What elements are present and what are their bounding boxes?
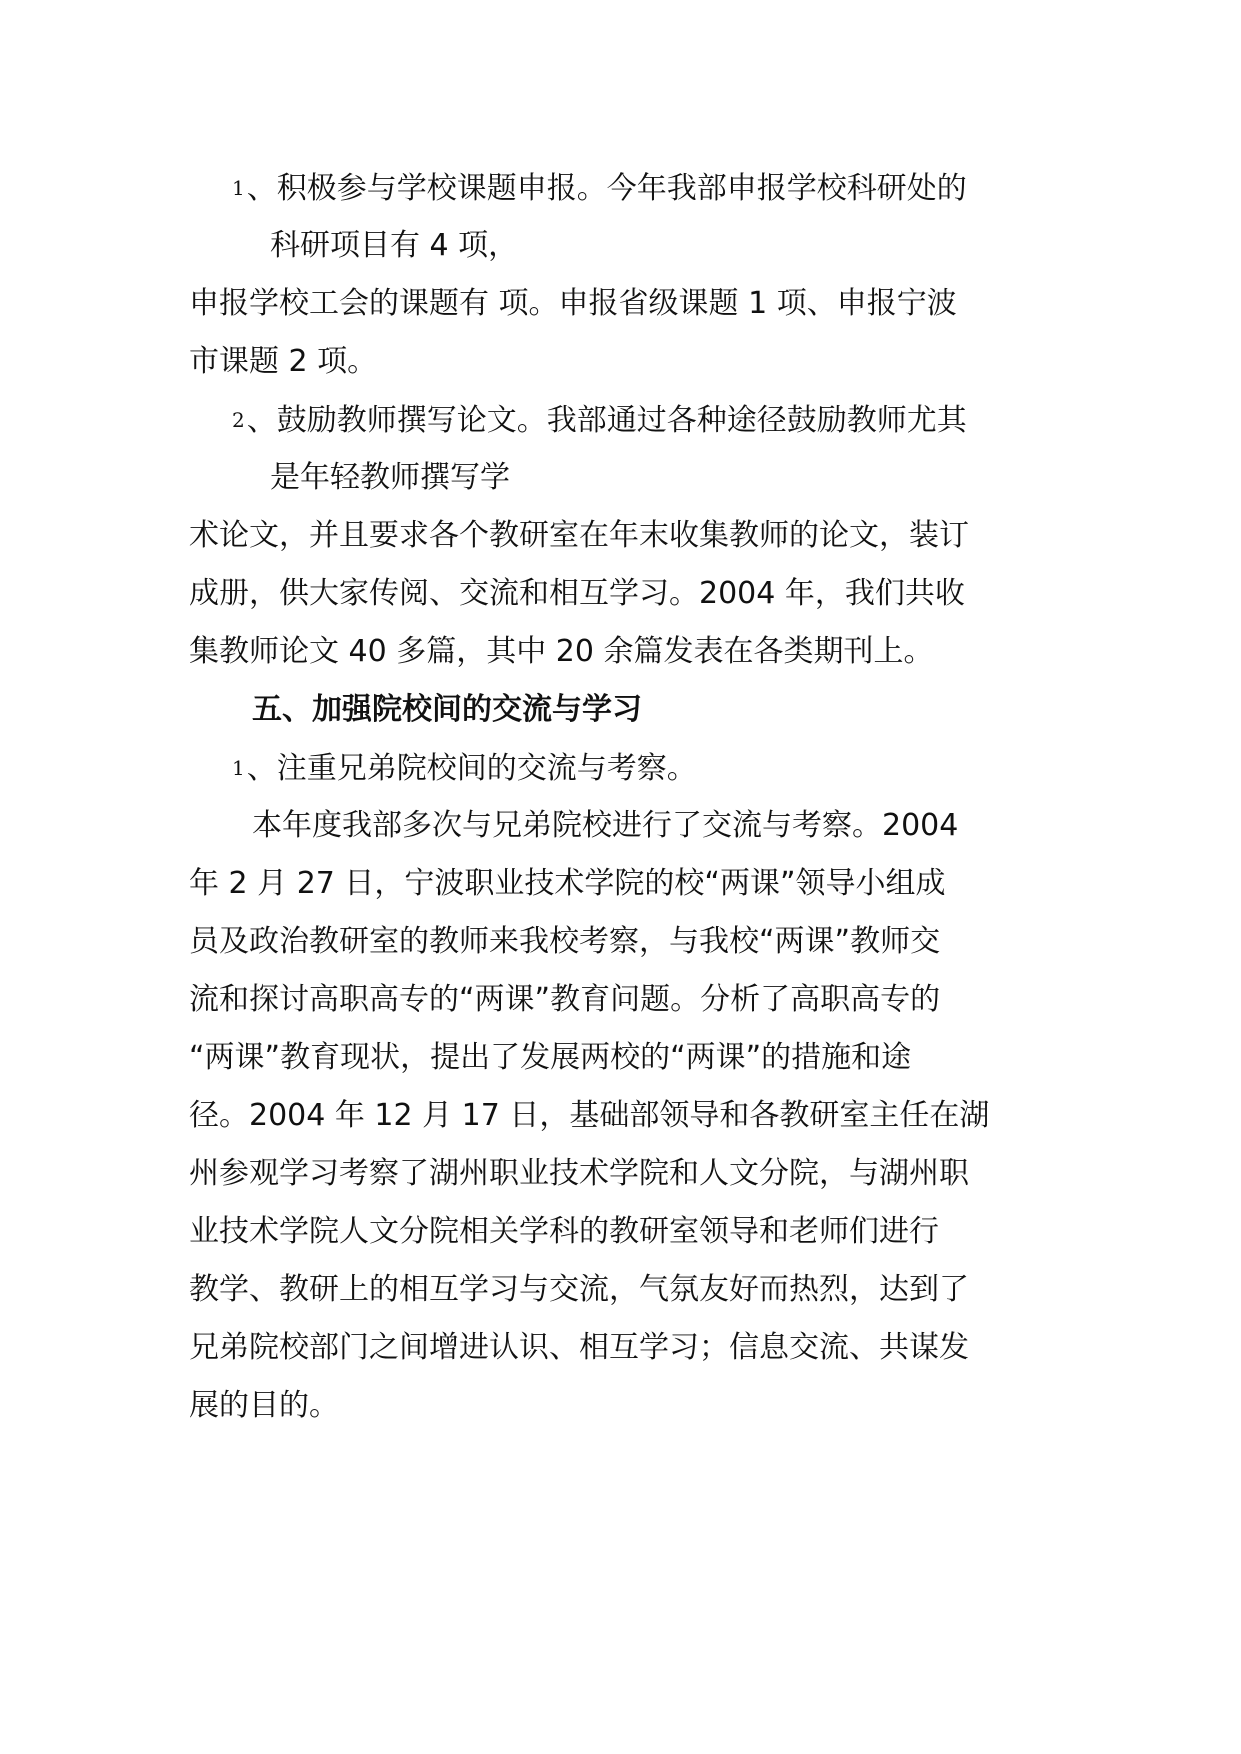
paragraph-line: 市课题 2 项。 <box>189 344 378 379</box>
paragraph-line: 是年轻教师撰写学 <box>270 460 510 495</box>
paragraph-text: 、注重兄弟院校间的交流与考察。 <box>246 751 697 786</box>
list-number: 2 <box>232 408 245 432</box>
paragraph-line: 州参观学习考察了湖州职业技术学院和人文分院，与湖州职 <box>189 1156 969 1191</box>
paragraph-line: 员及政治教研室的教师来我校考察，与我校“两课”教师交 <box>189 924 941 959</box>
paragraph-line: 本年度我部多次与兄弟院校进行了交流与考察。2004 <box>252 808 959 843</box>
paragraph-line: 科研项目有 4 项， <box>270 228 519 263</box>
paragraph-line: 术论文，并且要求各个教研室在年末收集教师的论文，装订 <box>189 518 969 553</box>
list-item-2 <box>232 400 967 441</box>
list-item-1 <box>232 168 967 209</box>
paragraph-line: 年 2 月 27 日，宁波职业技术学院的校“两课”领导小组成 <box>189 866 946 901</box>
paragraph-line: “两课”教育现状，提出了发展两校的“两课”的措施和途 <box>189 1040 912 1075</box>
paragraph-line: 教学、教研上的相互学习与交流，气氛友好而热烈，达到了 <box>189 1272 969 1307</box>
paragraph-line: 流和探讨高职高专的“两课”教育问题。分析了高职高专的 <box>189 982 941 1017</box>
paragraph-text: 、积极参与学校课题申报。今年我部申报学校科研处的 <box>246 171 967 206</box>
paragraph-line: 成册，供大家传阅、交流和相互学习。2004 年，我们共收 <box>189 576 965 611</box>
paragraph-line: 径。2004 年 12 月 17 日，基础部领导和各教研室主任在湖 <box>189 1098 990 1133</box>
list-number: 1 <box>232 756 245 780</box>
list-number: 1 <box>232 176 245 200</box>
paragraph-text: 、鼓励教师撰写论文。我部通过各种途径鼓励教师尤其 <box>246 403 967 438</box>
paragraph-line: 展的目的。 <box>189 1388 339 1423</box>
paragraph-line: 集教师论文 40 多篇，其中 20 余篇发表在各类期刊上。 <box>189 634 934 669</box>
paragraph-line: 申报学校工会的课题有 项。申报省级课题 1 项、申报宁波 <box>189 286 957 321</box>
list-item-1 <box>232 748 697 789</box>
section-heading: 五、加强院校间的交流与学习 <box>252 692 642 727</box>
paragraph-line: 业技术学院人文分院相关学科的教研室领导和老师们进行 <box>189 1214 939 1249</box>
paragraph-line: 兄弟院校部门之间增进认识、相互学习；信息交流、共谋发 <box>189 1330 969 1365</box>
